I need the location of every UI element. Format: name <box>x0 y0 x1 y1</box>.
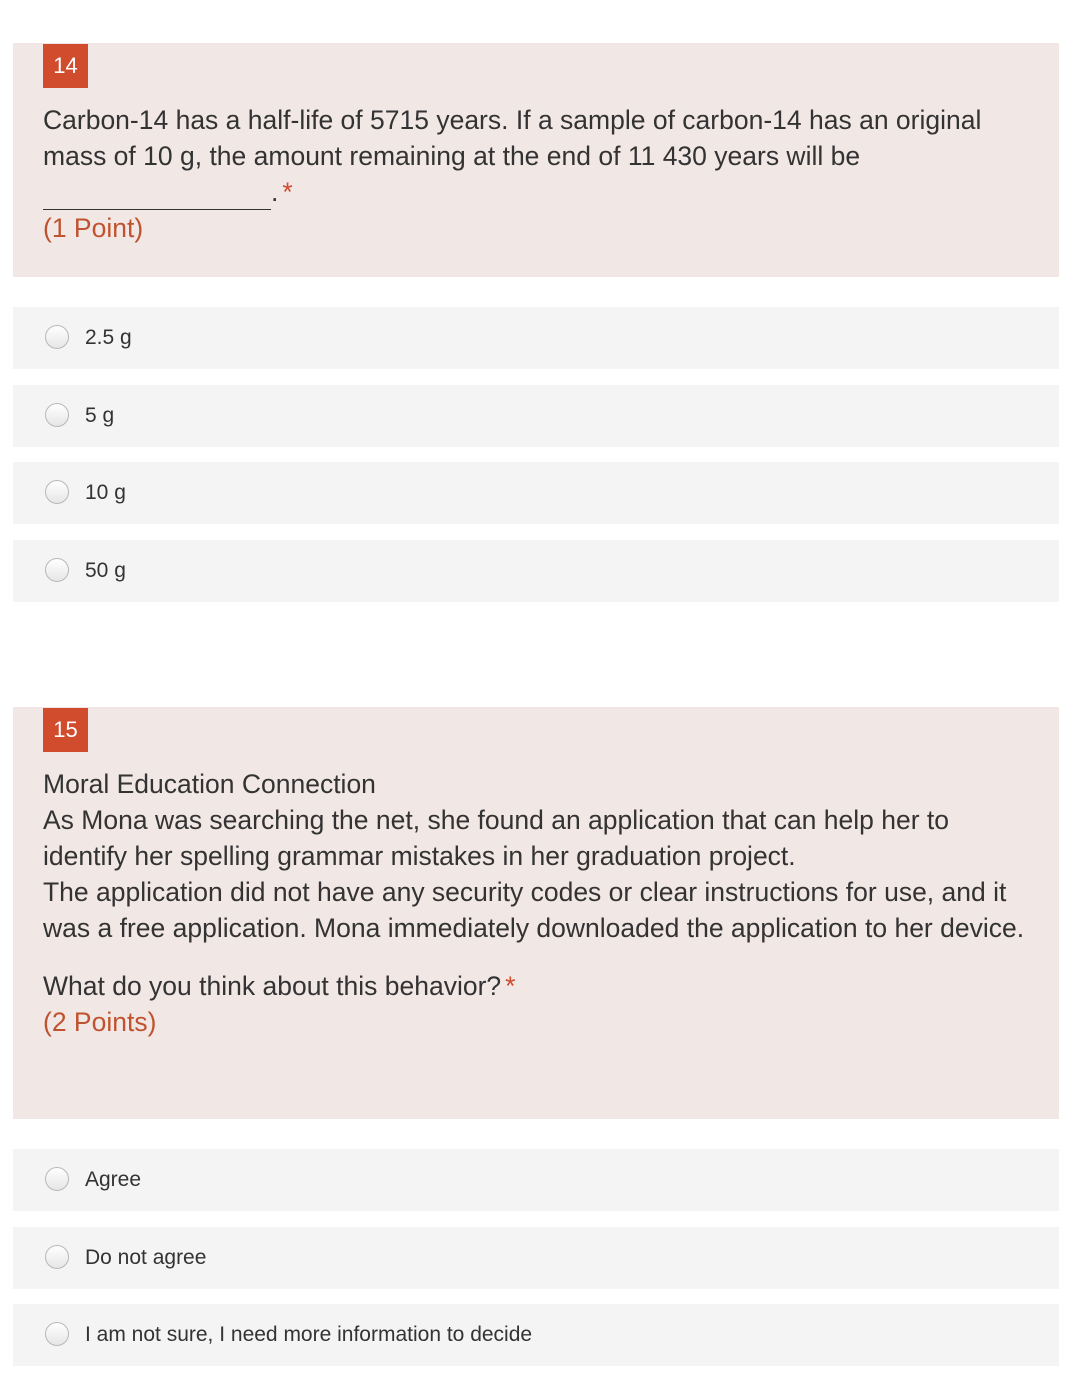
required-asterisk: * <box>282 177 293 207</box>
option-10-g[interactable] <box>13 462 1059 524</box>
paragraph-spacer <box>43 946 1033 968</box>
option-label: 2.5 g <box>85 326 132 349</box>
question-stem: Carbon-14 has a half-life of 5715 years. If a sample of carbon-14 has an original mass of 10 g, the amount remaining at the end of 11 430 years will be <box>43 105 982 171</box>
points-label: (2 Points) <box>43 1007 157 1037</box>
radio-button[interactable] <box>45 480 69 504</box>
option-do-not-agree[interactable] <box>13 1227 1059 1289</box>
question-number-badge: 14 <box>43 44 88 88</box>
blank-suffix: . <box>271 177 279 207</box>
answer-blank-line <box>43 174 1033 210</box>
question-card-14 <box>13 43 1059 277</box>
question-number-badge: 15 <box>43 708 88 752</box>
fill-in-blank <box>43 179 271 210</box>
radio-button[interactable] <box>45 403 69 427</box>
radio-button[interactable] <box>45 1322 69 1346</box>
radio-button[interactable] <box>45 1167 69 1191</box>
radio-button[interactable] <box>45 1245 69 1269</box>
question-title: Moral Education Connection <box>43 769 376 799</box>
option-agree[interactable] <box>13 1149 1059 1211</box>
question-paragraph-1: As Mona was searching the net, she found an application that can help her to identify her spelling grammar mistakes in her graduation project. <box>43 805 950 871</box>
option-label: I am not sure, I need more information to decide <box>85 1323 533 1346</box>
option-not-sure[interactable] <box>13 1304 1059 1366</box>
question-paragraph-2: The application did not have any security codes or clear instructions for use, and it was a free application. Mona immediately downloaded the application to her device. <box>43 877 1025 943</box>
option-5-g[interactable] <box>13 385 1059 447</box>
question-prompt-line <box>43 968 1033 1004</box>
option-label: 50 g <box>85 559 126 582</box>
option-label: 10 g <box>85 481 126 504</box>
points-label: (1 Point) <box>43 213 144 243</box>
option-label: 5 g <box>85 404 115 427</box>
option-50-g[interactable] <box>13 540 1059 602</box>
question-text <box>43 766 1033 1040</box>
question-card-15 <box>13 707 1059 1119</box>
question-prompt: What do you think about this behavior? <box>43 971 502 1001</box>
option-2-5-g[interactable] <box>13 307 1059 369</box>
radio-button[interactable] <box>45 558 69 582</box>
radio-button[interactable] <box>45 325 69 349</box>
option-label: Agree <box>85 1168 142 1191</box>
option-label: Do not agree <box>85 1246 207 1269</box>
required-asterisk: * <box>505 971 516 1001</box>
question-text <box>43 102 1033 246</box>
